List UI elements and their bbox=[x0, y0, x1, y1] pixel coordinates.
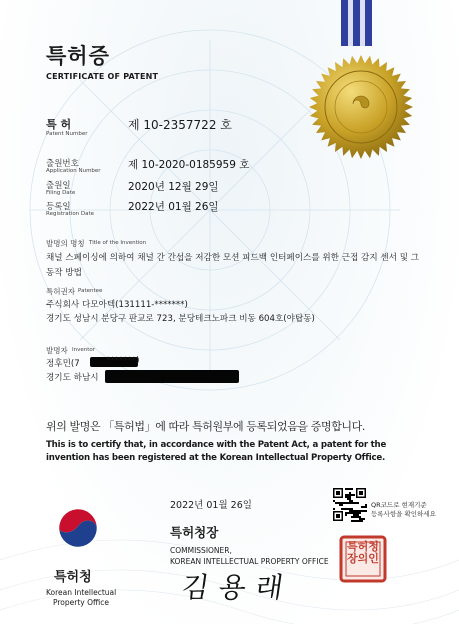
office-name-en-line2: Property Office bbox=[53, 598, 110, 607]
application-number-label: 출원번호 bbox=[46, 159, 79, 169]
gold-seal bbox=[306, 52, 416, 162]
invention-label-en: Title of the Invention bbox=[89, 240, 147, 246]
stamp-text: 특허청장의인 bbox=[347, 540, 379, 565]
application-number-label-en: Application Number bbox=[46, 168, 101, 174]
filing-date-label-en: Filing Date bbox=[46, 190, 76, 196]
inventor-label-en: Inventor bbox=[72, 347, 96, 353]
issue-date: 2022년 01월 26일 bbox=[170, 500, 252, 511]
certify-text-kr: 위의 발명은 「특허법」에 따라 특허원부에 등록되었음을 증명합니다. bbox=[46, 420, 365, 433]
inventor-name-prefix: 정후민(7 bbox=[46, 359, 80, 369]
registration-date-value: 2022년 01월 26일 bbox=[128, 201, 219, 213]
patentee-label-en: Patentee bbox=[78, 288, 103, 294]
filing-date-label: 출원일 bbox=[46, 181, 71, 191]
inventor-name-suffix: *******) bbox=[106, 356, 140, 366]
invention-title-line2: 동작 방법 bbox=[46, 268, 82, 278]
ribbon-center bbox=[353, 0, 360, 46]
patent-number-label: 특 허 bbox=[46, 118, 72, 131]
invention-title-line1: 채널 스페이싱에 의하여 채널 간 간섭을 저감한 모션 피드백 인터페이스를 위한 근접 감지 센서 및 그 bbox=[46, 253, 420, 263]
patentee-address: 경기도 성남시 분당구 판교로 723, 분당테크노파크 비동 604호(야탑동) bbox=[46, 314, 315, 324]
ribbon-left bbox=[341, 0, 348, 46]
commissioner-title-en-line2: KOREAN INTELLECTUAL PROPERTY OFFICE bbox=[170, 557, 329, 566]
qr-note-line1: QR코드로 현재기준 bbox=[371, 501, 427, 509]
patentee-label: 특허권자 bbox=[46, 287, 75, 296]
patentee-name: 주식회사 다모아텍(131111-*******) bbox=[46, 300, 188, 310]
registration-date-label: 등록일 bbox=[46, 202, 71, 212]
page-subtitle: CERTIFICATE OF PATENT bbox=[46, 72, 159, 81]
application-number-value: 제 10-2020-0185959 호 bbox=[128, 159, 250, 171]
commissioner-title-en-line1: COMMISSIONER, bbox=[170, 546, 232, 555]
invention-label: 발명의 명칭 bbox=[46, 239, 85, 248]
office-name-kr: 특허청 bbox=[54, 570, 92, 585]
ribbon-right bbox=[365, 0, 372, 46]
certify-text-en-line2: invention has been registered at the Korean Intellectual Property Office. bbox=[46, 453, 386, 463]
patent-number-value: 제 10-2357722 호 bbox=[128, 118, 232, 132]
qr-note-line2: 등록사항을 확인하세요 bbox=[371, 510, 436, 518]
inventor-address-prefix: 경기도 하남시 bbox=[46, 373, 99, 383]
page-title: 특허증 bbox=[46, 44, 110, 68]
patent-number-label-en: Patent Number bbox=[46, 131, 88, 137]
inventor-label: 발명자 bbox=[46, 346, 68, 355]
registration-date-label-en: Registration Date bbox=[46, 211, 95, 217]
certify-text-en-line1: This is to certify that, in accordance with the Patent Act, a patent for the bbox=[46, 440, 387, 450]
qr-code[interactable] bbox=[332, 487, 367, 522]
commissioner-signature: 김용래 bbox=[179, 571, 296, 604]
office-name-en-line1: Korean Intellectual bbox=[46, 588, 117, 597]
inventor-redaction-2 bbox=[105, 370, 239, 383]
kipo-logo-icon bbox=[50, 500, 106, 556]
commissioner-title-kr: 특허청장 bbox=[170, 525, 219, 540]
filing-date-value: 2020년 12월 29일 bbox=[128, 181, 219, 193]
